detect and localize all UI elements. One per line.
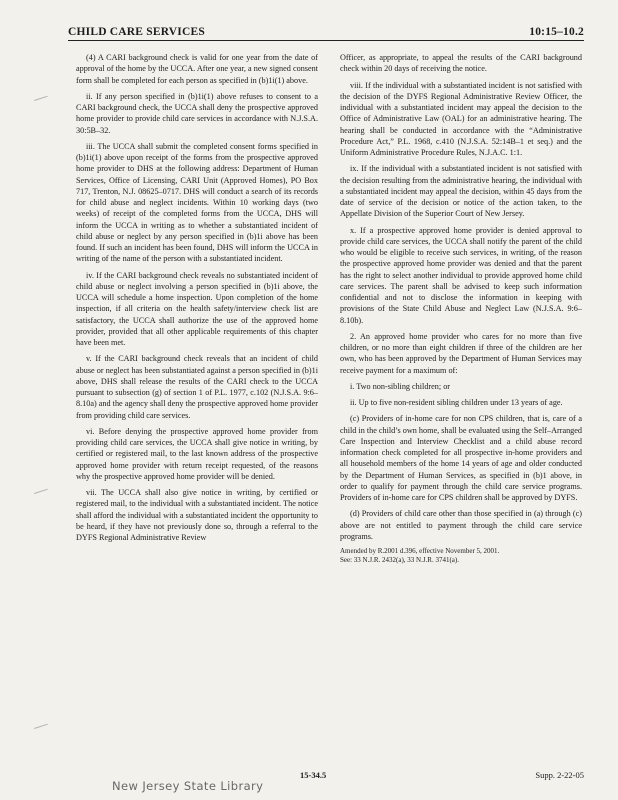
paragraph: vii. The UCCA shall also give notice in writing, by certified or registered mail, to the individual with a substantiated incident. The notice shall afford the individual with a substantiated incident the opportunity to be heard, if they have not previously done so, through a referral to the DYFS Regional Administrative Review — [76, 488, 318, 542]
amendment-line: Amended by R.2001 d.396, effective November 5, 2001. — [340, 547, 500, 555]
paragraph: (4) A CARI background check is valid for one year from the date of approval of the home by the UCCA. After one year, a new signed consent form shall be completed for each person as specified in (b)1i(1) above. — [76, 53, 318, 85]
header-rule — [68, 40, 584, 41]
paragraph: viii. If the individual with a substantiated incident is not satisfied with the decision of the DYFS Regional Administrative Review Officer, the individual with a substantiated incident may appeal the decision to the Office of Administrative Law (OAL) for an administrative hearing. The hearing shall be conducted in accordance with the “Administrative Procedure Act,” P.L. 1968, c.410 (N.J.S.A. 52:14B–1 et seq.) and the Uniform Administrative Procedure Rules, N.J.A.C. 1:1. — [340, 80, 582, 157]
header-section: 10:15–10.2 — [529, 26, 584, 38]
margin-mark — [32, 718, 47, 729]
running-header — [68, 22, 584, 38]
paragraph: vi. Before denying the prospective approved home provider from providing child care services, the UCCA shall give notice in writing, by certified or registered mail, to the last known address of the prospective approved home provider with return receipt requested, of the reasons why the prospective approved home provider will be denied. — [76, 426, 318, 481]
margin-mark — [32, 483, 47, 494]
page-number: 15-34.5 — [300, 770, 327, 780]
paragraph: (d) Providers of child care other than those specified in (a) through (c) above are not entitled to payment through the child care service programs. — [340, 509, 582, 541]
paragraph: x. If a prospective approved home provider is denied approval to provide child care services, the UCCA shall notify the parent of the child who would be eligible to receive such services, in writing, of the reason the prospective approved home provider was denied and that the parent has the right to select another individual to provide approved home child care services. The parent shall be advised to keep such information confidential and not to disclose the information in keeping with provisions of the State Child Abuse and Neglect Law (N.J.S.A. 9:6–8.10b). — [340, 225, 582, 325]
paragraph: (c) Providers of in-home care for non CPS children, that is, care of a child in the child’s own home, shall be evaluated using the Self–Arranged Care Inspection and Interview Checklist and a child abuse record information check completed for all prospective in-home providers and all household members of the home 14 years of age and older conducted by the Department of Human Services, as specified in (b)1 above, in order to qualify for payment through the child care service programs. Providers of in-home care for CPS children shall be approved by DYFS. — [340, 414, 582, 502]
left-column — [76, 52, 318, 548]
library-stamp: New Jersey State Library — [112, 779, 264, 793]
paragraph: i. Two non-sibling children; or — [350, 381, 451, 391]
header-title: CHILD CARE SERVICES — [68, 26, 205, 38]
supplement-date: Supp. 2-22-05 — [535, 770, 584, 780]
amendment-line: See: 33 N.J.R. 2432(a), 33 N.J.R. 3741(a). — [340, 556, 459, 564]
page-footer — [0, 770, 618, 784]
paragraph: 2. An approved home provider who cares for no more than five children, or no more than eight children if three of the children are her own, who has been approved by the Department of Human Services may receive payment for a maximum of: — [340, 331, 582, 375]
paragraph: ii. Up to five non-resident sibling children under 13 years of age. — [350, 398, 563, 407]
paragraph: ix. If the individual with a substantiated incident is not satisfied with the decision resulting from the administrative hearing, the individual with a substantiated incident may appeal the decision, within 45 days from the date of service of the decision or notice of the action taken, to the Appellate Division of the Superior Court of New Jersey. — [340, 164, 582, 219]
paragraph: iii. The UCCA shall submit the completed consent forms specified in (b)1i(1) above upon receipt of the forms from the prospective approved home provider to DHS at the following address: Department of Human Services, Office of Licensing, CARI Unit (Approved Homes), PO Box 717, Trenton, N.J. 08625–0717. DHS will conduct a search of its records for child abuse and neglect incidents. Within 10 working days (two weeks) of receipt of the completed forms from the UCCA, DHS will inform the UCCA in writing as to whether a substantiated incident of child abuse or neglect by any person specified in (b)1i above has been found. If such an incident has been found, DHS will inform the UCCA in writing of the name of the person with a substantiated incident. — [76, 141, 318, 264]
paragraph: v. If the CARI background check reveals that an incident of child abuse or neglect has been substantiated against a person specified in (b)1i above, DHS shall release the results of the CARI check to the UCCA pursuant to subsection (g) of section 1 of P.L. 1977, c.102 (N.J.S.A. 9:6–8.10a) and the agency shall deny the prospective approved home provider from providing child care services. — [76, 354, 318, 420]
margin-mark — [32, 90, 47, 101]
paragraph: Officer, as appropriate, to appeal the results of the CARI background check within 20 days of receiving the notice. — [340, 53, 582, 74]
amendment-note — [340, 547, 582, 565]
paragraph: ii. If any person specified in (b)1i(1) above refuses to consent to a CARI background check, the UCCA shall deny the prospective approved home provider to provide child care services in accordance with N.J.S.A. 30:5B–32. — [76, 91, 318, 135]
paragraph: iv. If the CARI background check reveals no substantiated incident of child abuse or neglect involving a person specified in (b)1i above, the UCCA will schedule a home inspection. Upon completion of the home inspection, if all criteria on the health safety/interview check list are satisfactory, the UCCA shall authorize the use of the approved home provider, provided that all other applicable requirements of this chapter have been met. — [76, 270, 318, 347]
right-column — [340, 52, 582, 565]
